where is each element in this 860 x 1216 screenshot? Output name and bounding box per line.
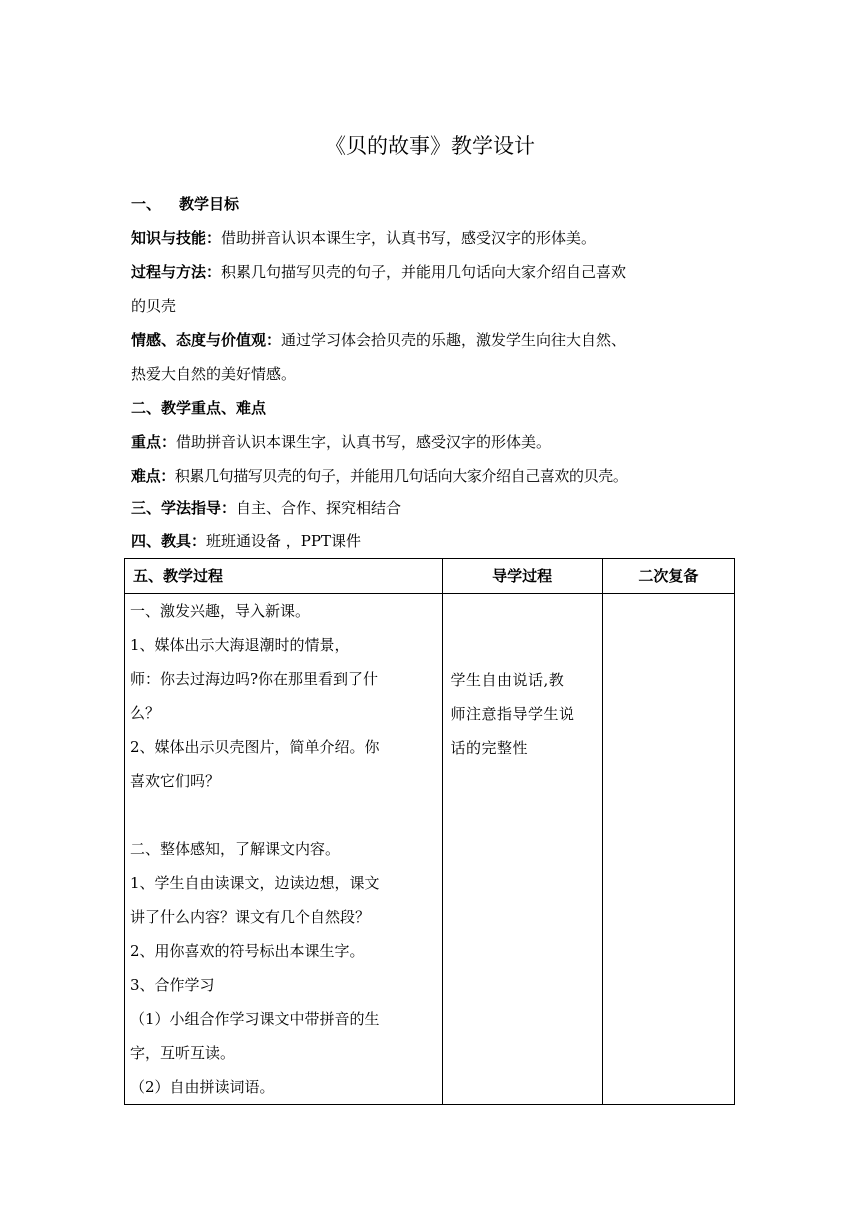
process-text-2: 的贝壳 [131,297,177,315]
process-line: 1、媒体出示大海退潮时的情景， [130,636,350,654]
guide-line: 话的完整性 [450,739,529,757]
key-label: 重点： [131,433,177,451]
blank-line [130,798,438,832]
emotion-text-1: 通过学习体会拾贝壳的乐趣，激发学生向往大自然、 [281,331,627,349]
table-row [125,594,735,1105]
process-text-1: 积累几句描写贝壳的句子，并能用几句话向大家介绍自己喜欢 [221,263,627,281]
emotion-label: 情感、态度与价值观： [131,331,282,349]
difficulty-label: 难点： [131,467,175,485]
guide-cell [442,594,602,1105]
objectives-heading [131,187,736,221]
table-header-row [125,559,735,594]
page-title: 《贝的故事》教学设计 [325,134,535,158]
focus-heading: 二、教学重点、难点 [131,399,267,417]
objectives-heading-text: 教学目标 [179,195,240,213]
process-cell [125,594,443,1105]
knowledge-text: 借助拼音认识本课生字，认真书写，感受汉字的形体美。 [221,229,597,247]
process-line: 3、合作学习 [130,976,215,994]
method-label: 三、学法指导： [131,499,237,517]
difficulty-point [131,459,736,493]
process-line: 一、激发兴趣，导入新课。 [130,602,311,620]
header-teaching-process: 五、教学过程 [125,559,443,594]
knowledge-label: 知识与技能： [131,229,222,247]
teaching-tools [131,524,736,558]
emotion-values [131,323,736,391]
objectives-heading-number: 一、 [131,195,162,213]
tools-label: 四、教具： [131,532,207,550]
process-line: 2、用你喜欢的符号标出本课生字。 [130,942,365,960]
header-second-review: 二次复备 [602,559,734,594]
process-line: 讲了什么内容？课文有几个自然段？ [130,908,371,926]
process-line: 么？ [130,704,161,722]
process-line: （2）自由拼读词语。 [130,1078,275,1096]
process-line: 2、媒体出示贝壳图片，简单介绍。你 [130,738,380,756]
difficulty-text: 积累几句描写贝壳的句子，并能用几句话向大家介绍自己喜欢的贝壳。 [174,467,628,485]
key-text: 借助拼音认识本课生字，认真书写，感受汉字的形体美。 [176,433,552,451]
process-label: 过程与方法： [131,263,222,281]
teaching-process-table [124,558,735,1105]
process-line: 字，互听互读。 [130,1044,236,1062]
process-method [131,255,736,323]
process-line: （1）小组合作学习课文中带拼音的生 [130,1010,380,1028]
emotion-text-2: 热爱大自然的美好情感。 [131,365,297,383]
guide-line: 师注意指导学生说 [450,705,575,723]
review-cell [602,594,734,1105]
process-line: 二、整体感知，了解课文内容。 [130,840,341,858]
knowledge-skills [131,221,736,255]
tools-text: 班班通设备 ，PPT课件 [206,532,361,550]
process-line: 师：你去过海边吗?你在那里看到了什 [130,670,379,688]
process-line: 1、学生自由读课文，边读边想，课文 [130,874,380,892]
method-text: 自主、合作、探究相结合 [236,499,402,517]
process-line: 喜欢它们吗？ [130,772,221,790]
guide-line: 学生自由说话,教 [450,671,565,689]
key-point [131,425,736,459]
header-guide-process: 导学过程 [442,559,602,594]
study-method [131,491,736,525]
